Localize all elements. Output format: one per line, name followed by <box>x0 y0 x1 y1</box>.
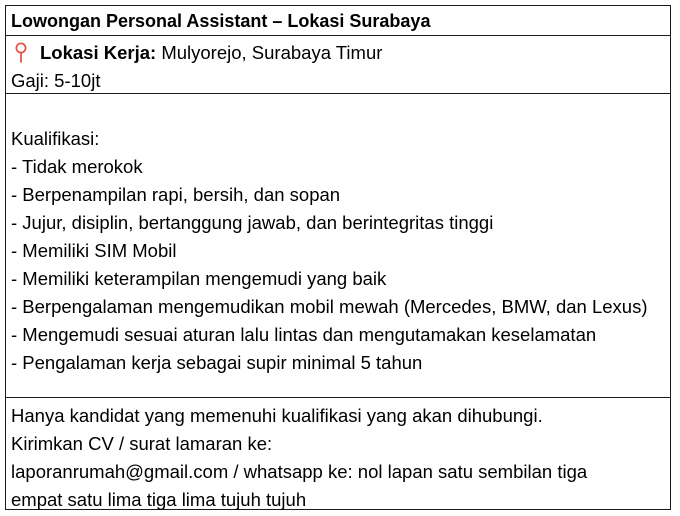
salary-text: Gaji: 5-10jt <box>11 70 101 91</box>
qualifications-header: Kualifikasi: <box>11 128 100 149</box>
posting-title: Lowongan Personal Assistant – Lokasi Surabaya <box>11 11 431 31</box>
qualification-item: - Berpengalaman mengemudikan mobil mewah (Mercedes, BMW, dan Lexus) <box>11 296 648 317</box>
qualification-item: - Tidak merokok <box>11 156 143 177</box>
qualification-item: - Pengalaman kerja sebagai supir minimal 5 tahun <box>11 352 423 373</box>
contact-instruction: Kirimkan CV / surat lamaran ke: <box>11 433 273 454</box>
contact-details: laporanrumah@gmail.com / whatsapp ke: nol lapan satu sembilan tiga <box>11 461 588 482</box>
location-line <box>40 42 382 64</box>
qualification-item: - Memiliki keterampilan mengemudi yang baik <box>11 268 387 289</box>
contact-note: Hanya kandidat yang memenuhi kualifikasi yang akan dihubungi. <box>11 405 543 426</box>
qualification-item: - Mengemudi sesuai aturan lalu lintas dan mengutamakan keselamatan <box>11 324 597 345</box>
title-row <box>6 6 670 36</box>
location-row <box>6 36 670 94</box>
contact-row <box>6 398 670 509</box>
location-value: Mulyorejo, Surabaya Timur <box>156 42 383 63</box>
contact-details-continued: empat satu lima tiga lima tujuh tujuh <box>11 489 307 510</box>
qualifications-row <box>6 94 670 398</box>
qualification-item: - Berpenampilan rapi, bersih, dan sopan <box>11 184 341 205</box>
qualification-item: - Memiliki SIM Mobil <box>11 240 177 261</box>
qualification-item: - Jujur, disiplin, bertanggung jawab, dan berintegritas tinggi <box>11 212 494 233</box>
job-posting-table <box>5 5 671 510</box>
map-pin-icon <box>14 42 28 64</box>
location-label: Lokasi Kerja: <box>40 42 157 63</box>
